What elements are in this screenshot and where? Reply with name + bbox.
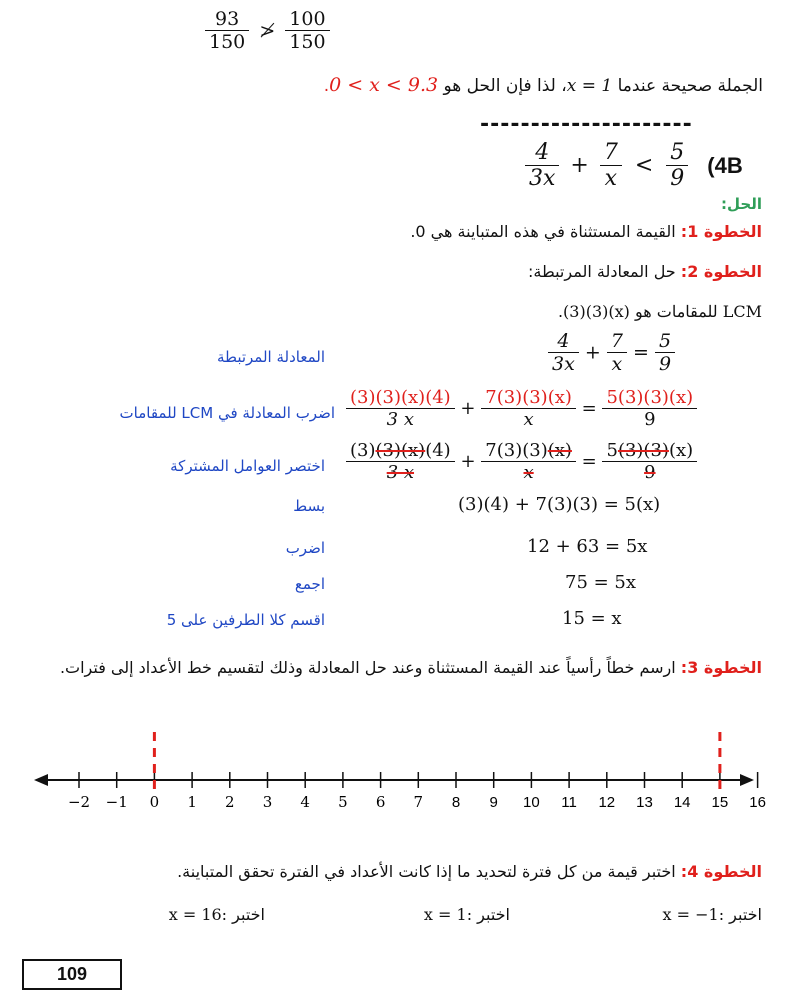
fraction-numerator: 7(3)(3)(x): [485, 387, 572, 408]
plus-sign: +: [570, 153, 589, 178]
tick-label: 4: [300, 793, 310, 811]
conclusion-text-mid: ، لذا فإن الحل هو: [438, 76, 567, 96]
test-value: x = −1:: [662, 905, 725, 924]
fraction-numerator: 93: [215, 8, 240, 30]
fraction-numerator: (3)(3)(x)(4): [350, 387, 451, 408]
test-word: اختبر: [232, 905, 265, 924]
step-2: [42, 262, 762, 281]
tick-label: 2: [225, 793, 235, 811]
fraction-denominator: 9: [655, 352, 675, 375]
cancelled-factor: (x): [547, 440, 572, 461]
test-1: [663, 905, 763, 924]
added-equation: 75 = 5x: [565, 572, 637, 593]
tick-label: 9: [489, 794, 498, 811]
related-equation: $\frac{4}{3x}$ + $\frac{7}{x}$ = $\frac{5}{9}$: [548, 330, 675, 375]
eq-label-add: اجمع: [294, 575, 325, 593]
tick-label: 11: [561, 794, 577, 811]
step-3-text: ارسم خطاً رأسياً عند القيمة المستثناة وعند حل المعادلة وذلك لتقسيم خط الأعداد إلى فترات.: [59, 658, 676, 677]
fraction-denominator: x: [481, 408, 576, 430]
eq-label-multiply-lcm: اضرب المعادلة في LCM للمقامات: [119, 404, 335, 422]
tick-label: −2: [67, 793, 91, 811]
problem-label: (4B: [707, 152, 743, 178]
tick-label: 3: [262, 793, 273, 811]
factor: (x): [668, 440, 694, 461]
step-3-label: الخطوة 3:: [680, 658, 762, 677]
cancelled-denominator: 9: [602, 461, 697, 483]
factor: 5: [606, 440, 618, 461]
test-3: [169, 905, 265, 924]
number-line: [0, 730, 800, 840]
step-4-text: اختبر قيمة من كل فترة لتحديد ما إذا كانت الأعداد في الفترة تحقق المتباينة.: [177, 862, 676, 881]
fraction-denominator: 9: [602, 408, 697, 430]
right-arrow-icon: [740, 774, 754, 786]
not-greater-symbol: ≯: [259, 19, 276, 42]
tick-label: 6: [375, 793, 386, 811]
step-4: [37, 862, 762, 881]
cancelled-denominator: x: [481, 461, 576, 483]
conclusion-end: .: [323, 76, 330, 96]
step-1: [42, 222, 762, 241]
step-1-text: القيمة المستثناة في هذه المتباينة هي 0.: [410, 222, 676, 241]
lcm-multiplied-equation: $\frac{(3)(3)(x)(4)}{3 x}$ + $\frac{7(3)(3)(x)}{x}$ = $\frac{5(3)(3)(x)}{9}$: [346, 387, 697, 430]
conclusion-condition: x = 1: [566, 76, 613, 96]
conclusion-line: [43, 74, 763, 96]
page-number-box: [22, 959, 122, 990]
cancelled-factor: (3)(x): [375, 440, 426, 461]
tick-label: 15: [711, 794, 729, 811]
lcm-prefix: LCM للمقامات هو: [629, 302, 762, 321]
factor: 7(3)(3): [485, 440, 548, 461]
fraction-denominator: 9: [666, 165, 688, 191]
tick-label: 0: [149, 793, 160, 811]
test-word: اختبر: [477, 905, 510, 924]
simplified-equation: (3)(4) + 7(3)(3) = 5(x): [458, 494, 661, 515]
solution-interval: 0 < x < 9.3: [329, 74, 439, 96]
fraction-denominator: 3x: [525, 165, 559, 191]
factor: (4): [425, 440, 451, 461]
eq-label-multiply: اضرب: [285, 539, 325, 557]
tick-label: −1: [105, 793, 128, 811]
cancelled-denominator: 3 x: [346, 461, 455, 483]
test-value: x = 1:: [423, 905, 473, 924]
tick-label: 14: [673, 794, 691, 811]
step-2-label: الخطوة 2:: [680, 262, 762, 281]
fraction-numerator: 5(3)(3)(x): [606, 387, 694, 408]
step-1-label: الخطوة 1:: [680, 222, 762, 241]
problem-4b: [525, 140, 743, 191]
tick-label: 1: [187, 793, 197, 811]
step-4-label: الخطوة 4:: [680, 862, 762, 881]
eq-label-related: المعادلة المرتبطة: [216, 348, 325, 366]
separator-dashes: ---------------------: [480, 112, 693, 137]
left-arrow-icon: [34, 774, 48, 786]
tick-label: 7: [413, 793, 424, 811]
lcm-line: [558, 302, 762, 321]
less-than-sign: <: [634, 153, 654, 178]
test-value: x = 16:: [168, 905, 228, 924]
tick-label: 13: [636, 794, 653, 811]
lcm-end: .: [557, 302, 564, 321]
fraction-denominator: x: [607, 352, 627, 375]
top-fraction-comparison: [205, 8, 330, 53]
test-2: [424, 905, 510, 924]
fraction-denominator: 3x: [548, 352, 579, 375]
eq-label-cancel: اختصر العوامل المشتركة: [170, 457, 325, 475]
fraction-denominator: x: [600, 165, 622, 191]
conclusion-text: الجملة صحيحة عندما: [612, 76, 763, 96]
fraction-denominator: 3 x: [346, 408, 455, 430]
fraction-denominator: 150: [285, 30, 329, 53]
multiplied-equation: 12 + 63 = 5x: [527, 536, 648, 557]
factor: (3): [350, 440, 376, 461]
step-3: [37, 652, 762, 684]
tick-label: 12: [598, 794, 616, 811]
cancelled-factor: (3)(3): [617, 440, 669, 461]
page-number: 109: [56, 964, 88, 984]
test-word: اختبر: [729, 905, 762, 924]
fraction-numerator: 5: [658, 330, 672, 352]
fraction-denominator: 150: [205, 30, 249, 53]
divided-equation: 15 = x: [562, 608, 622, 629]
eq-label-divide: اقسم كلا الطرفين على 5: [166, 611, 325, 629]
fraction-numerator: 5: [670, 140, 685, 165]
step-2-text: حل المعادلة المرتبطة:: [528, 262, 676, 281]
fraction-numerator: 7: [603, 140, 618, 165]
tick-label: 10: [523, 794, 540, 811]
tick-label: 5: [338, 793, 348, 811]
fraction-numerator: 7: [610, 330, 623, 352]
lcm-expression: (3)(3)(x): [563, 302, 630, 321]
cancelled-equation: $\frac{(3)(3)(x)(4)}{3 x}$ + $\frac{7(3)(3)(x)}{x}$ = $\frac{5(3)(3)(x)}{9}$: [346, 440, 697, 483]
tick-label: 8: [451, 794, 461, 811]
fraction-numerator: 4: [557, 330, 570, 352]
fraction-numerator: 4: [535, 140, 550, 165]
solution-label: الحل:: [721, 195, 762, 213]
tick-label: 16: [749, 794, 766, 811]
eq-label-simplify: بسط: [293, 497, 325, 515]
fraction-numerator: 100: [289, 8, 326, 30]
